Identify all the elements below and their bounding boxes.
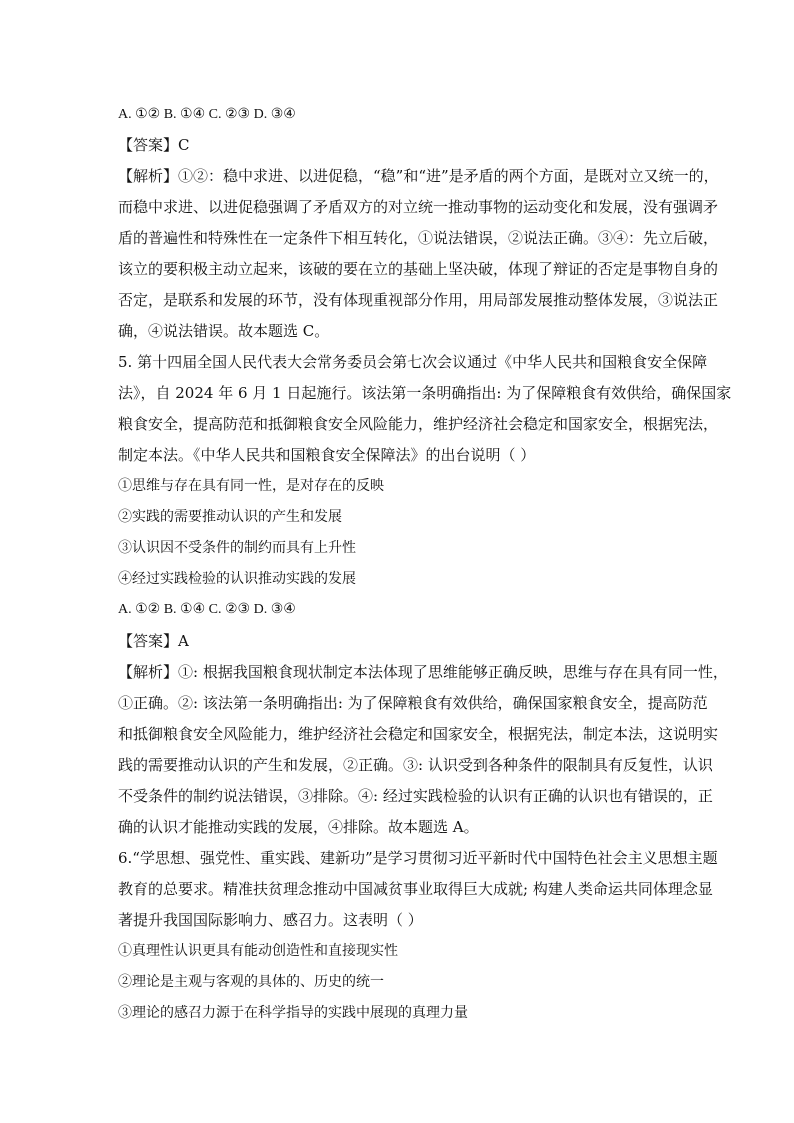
- q6-stem-line: 著提升我国国际影响力、感召力。这表明（ ）: [118, 911, 423, 929]
- q5-analysis-line: 不受条件的制约说法错误，③排除。④: 经过实践检验的认识有正确的认识也有错误的，正: [118, 787, 713, 805]
- q6-stem-line: 6.“学思想、强党性、重实践、建新功”是学习贯彻习近平新时代中国特色社会主义思想主题: [118, 849, 718, 867]
- q5-stem-line: 粮食安全，提高防范和抵御粮食安全风险能力，维护经济社会稳定和国家安全，根据宪法，: [118, 415, 719, 433]
- q6-option-2: ②理论是主观与客观的具体的、历史的统一: [118, 974, 384, 990]
- q4-analysis-line: 该立的要积极主动立起来，该破的要在立的基础上坚决破，体现了辩证的否定是事物自身的: [118, 260, 719, 278]
- q5-analysis-line: 【解析】①: 根据我国粮食现状制定本法体现了思维能够正确反映，思维与存在具有同一性，: [118, 663, 728, 681]
- q5-stem-line: 法》，自 2024 年 6 月 1 日起施行。该法第一条明确指出: 为了保障粮食有效供给，确保国家: [118, 384, 732, 402]
- q5-stem-line: 制定本法。《中华人民共和国粮食安全保障法》的出台说明（ ）: [118, 446, 536, 464]
- q5-analysis-line: ①正确。②: 该法第一条明确指出: 为了保障粮食有效供给，确保国家粮食安全，提高防范: [118, 694, 708, 712]
- q5-analysis-line: 和抵御粮食安全风险能力，维护经济社会稳定和国家安全，根据宪法，制定本法，这说明实: [118, 725, 719, 743]
- q6-option-3: ③理论的感召力源于在科学指导的实践中展现的真理力量: [118, 1005, 468, 1021]
- q4-analysis-line: 而稳中求进、以进促稳强调了矛盾双方的对立统一推动事物的运动变化和发展，没有强调矛: [118, 198, 719, 216]
- q4-analysis-line: 盾的普遍性和特殊性在一定条件下相互转化，①说法错误，②说法正确。③④：先立后破，: [118, 229, 719, 247]
- q5-stem-line: 5. 第十四届全国人民代表大会常务委员会第七次会议通过《中华人民共和国粮食安全保障: [118, 353, 708, 371]
- q6-stem-line: 教育的总要求。精准扶贫理念推动中国减贫事业取得巨大成就; 构建人类命运共同体理念显: [118, 880, 713, 898]
- q6-option-1: ①真理性认识更具有能动创造性和直接现实性: [118, 943, 398, 959]
- q5-choices: A. ①② B. ①④ C. ②③ D. ③④: [118, 602, 296, 617]
- q5-answer: 【答案】A: [118, 632, 189, 650]
- q5-option-2: ②实践的需要推动认识的产生和发展: [118, 509, 342, 525]
- q5-analysis-line: 践的需要推动认识的产生和发展，②正确。③: 认识受到各种条件的限制具有反复性，认识: [118, 756, 713, 774]
- q5-analysis-line: 确的认识才能推动实践的发展，④排除。故本题选 A。: [118, 818, 479, 836]
- q4-analysis-line: 【解析】①②：稳中求进、以进促稳，“稳”和“进”是矛盾的两个方面，是既对立又统一的，: [118, 167, 719, 185]
- q5-option-4: ④经过实践检验的认识推动实践的发展: [118, 571, 356, 587]
- q4-analysis-line: 确，④说法错误。故本题选 C。: [118, 322, 330, 340]
- q4-choices: A. ①② B. ①④ C. ②③ D. ③④: [118, 107, 296, 122]
- q4-analysis-line: 否定，是联系和发展的环节，没有体现重视部分作用，用局部发展推动整体发展，③说法正: [118, 291, 719, 309]
- q4-answer: 【答案】C: [118, 136, 190, 154]
- q5-option-1: ①思维与存在具有同一性，是对存在的反映: [118, 478, 384, 494]
- q5-option-3: ③认识因不受条件的制约而具有上升性: [118, 540, 356, 556]
